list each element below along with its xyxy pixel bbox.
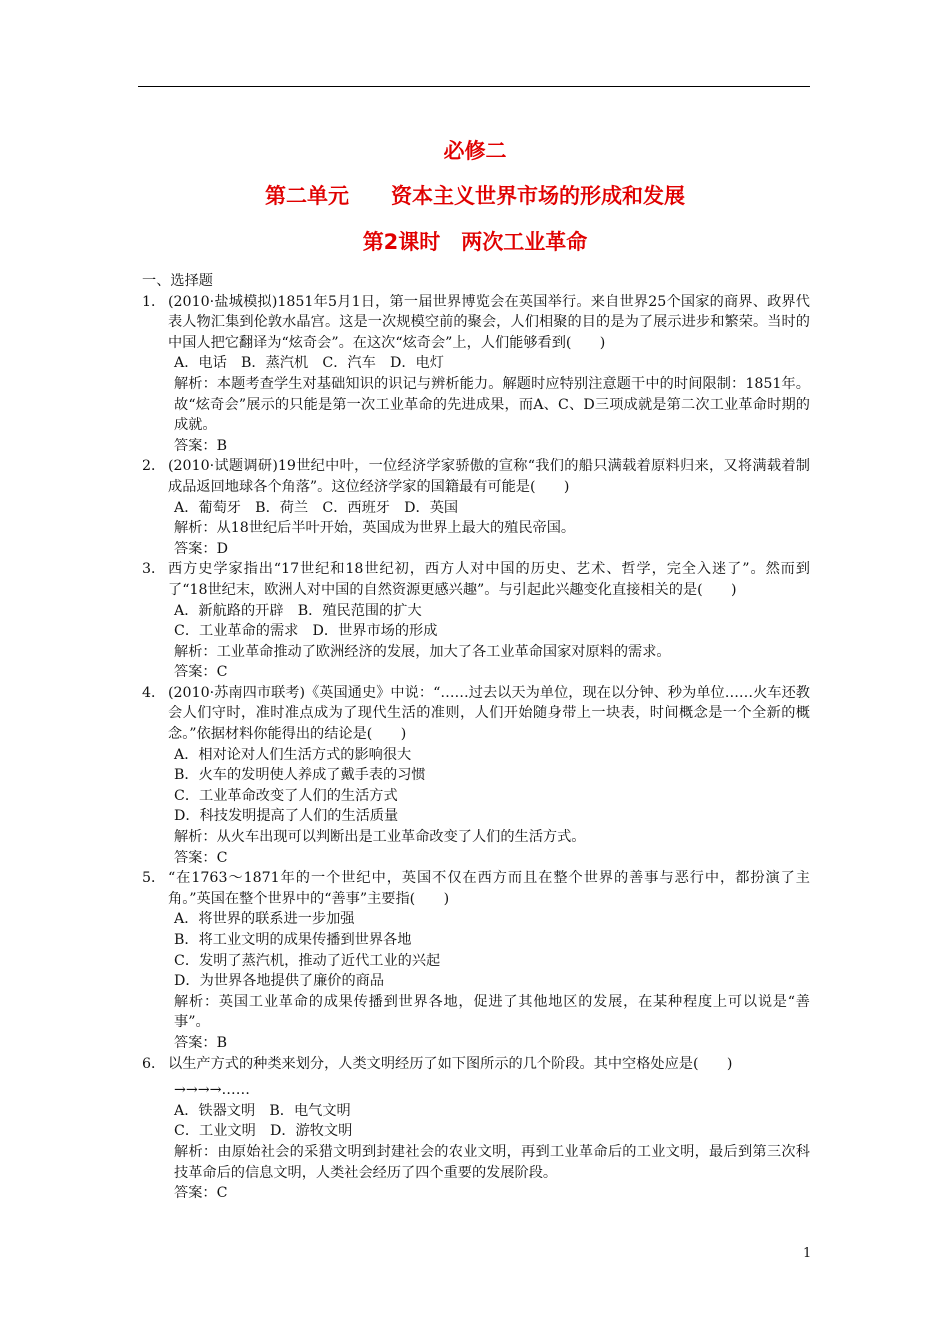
stage-diagram: →→→→…… <box>174 1082 250 1099</box>
question-number: 1． <box>142 293 166 310</box>
question-option-line: A．将世界的联系进一步加强 <box>174 911 355 928</box>
question-1 <box>142 292 810 354</box>
question-2 <box>142 456 810 497</box>
question-option-line: B．火车的发明使人养成了戴手表的习惯 <box>174 767 426 784</box>
question-options: A．葡萄牙 B．荷兰 C．西班牙 D．英国 <box>174 499 459 516</box>
question-option-line: C．工业革命的需求 D．世界市场的形成 <box>174 623 438 640</box>
page-number: 1 <box>803 1246 812 1261</box>
question-content <box>142 271 810 1204</box>
question-stem: (2010·试题调研)19世纪中叶，一位经济学家骄傲的宣称“我们的船只满载着原料归来，又将满载着制成品返回地球各个角落”。这位经济学家的国籍最有可能是( ) <box>168 458 810 495</box>
question-option-line: A．相对论对人们生活方式的影响很大 <box>174 746 412 763</box>
question-number: 6． <box>142 1055 166 1072</box>
question-stem: 西方史学家指出“17世纪和18世纪初，西方人对中国的历史、艺术、哲学，完全入迷了”。然而到了“18世纪末，欧洲人对中国的自然资源更感兴趣”。与引起此兴趣变化直接相关的是( ) <box>168 561 810 598</box>
section-heading: 一、选择题 <box>142 273 213 289</box>
question-answer: 答案：B <box>174 437 227 454</box>
question-option-line: D．科技发明提高了人们的生活质量 <box>174 808 399 825</box>
question-6 <box>142 1054 810 1075</box>
question-option-line: C．工业革命改变了人们的生活方式 <box>174 787 398 804</box>
question-4 <box>142 683 810 745</box>
question-stem: “在1763～1871年的一个世纪中，英国不仅在西方而且在整个世界的善事与恶行中，都扮演了主角。”英国在整个世界中的“善事”主要指( ) <box>168 870 810 907</box>
question-analysis: 解析：由原始社会的采猎文明到封建社会的农业文明，再到工业革命后的工业文明，最后到第三次科技革命后的信息文明，人类社会经历了四个重要的发展阶段。 <box>174 1143 810 1181</box>
question-3 <box>142 559 810 600</box>
question-option-line: D．为世界各地提供了廉价的商品 <box>174 973 385 990</box>
question-analysis: 解析：从火车出现可以判断出是工业革命改变了人们的生活方式。 <box>174 829 586 846</box>
question-options: A．电话 B．蒸汽机 C．汽车 D．电灯 <box>174 355 444 372</box>
question-answer: 答案：D <box>174 540 228 557</box>
question-option-line: A．铁器文明 B．电气文明 <box>174 1102 351 1119</box>
question-number: 4． <box>142 684 166 701</box>
question-number: 5． <box>142 870 166 887</box>
question-answer: 答案：C <box>174 664 228 681</box>
question-analysis: 解析：工业革命推动了欧洲经济的发展，加大了各工业革命国家对原料的需求。 <box>174 643 671 660</box>
question-answer: 答案：C <box>174 1185 228 1202</box>
question-analysis: 解析：英国工业革命的成果传播到世界各地，促进了其他地区的发展，在某种程度上可以说是“善事”。 <box>174 993 810 1031</box>
question-stem: (2010·盐城模拟)1851年5月1日，第一届世界博览会在英国举行。来自世界25个国家的商界、政界代表人物汇集到伦敦水晶宫。这是一次规模空前的聚会，人们相聚的目的是为了展示进步和繁荣。当时的中国人把它翻译为“炫奇会”。在这次“炫奇会”上，人们能够看到( ) <box>168 293 810 351</box>
question-number: 3． <box>142 561 166 578</box>
question-option-line: B．将工业文明的成果传播到世界各地 <box>174 932 412 948</box>
question-stem: (2010·苏南四市联考)《英国通史》中说：“……过去以天为单位，现在以分钟、秒为单位……火车还教会人们守时，准时准点成为了现代生活的准则，人们开始随身带上一块表，时间概念是一个全新的概念。”依据材料你能得出的结论是( ) <box>168 684 810 743</box>
question-answer: 答案：C <box>174 849 228 866</box>
question-5 <box>142 868 810 909</box>
title-book: 必修二 <box>443 139 507 163</box>
question-option-line: A．新航路的开辟 B．殖民范围的扩大 <box>174 602 422 619</box>
question-number: 2． <box>142 458 166 475</box>
question-option-line: C．发明了蒸汽机，推动了近代工业的兴起 <box>174 952 441 969</box>
question-answer: 答案：B <box>174 1034 227 1051</box>
title-unit: 第二单元 资本主义世界市场的形成和发展 <box>265 184 685 208</box>
question-option-line: C．工业文明 D．游牧文明 <box>174 1123 353 1140</box>
title-lesson: 第2课时 两次工业革命 <box>362 230 588 254</box>
header-rule <box>138 86 810 87</box>
question-stem: 以生产方式的种类来划分，人类文明经历了如下图所示的几个阶段。其中空格处应是( ) <box>168 1055 733 1072</box>
question-analysis: 解析：从18世纪后半叶开始，英国成为世界上最大的殖民帝国。 <box>174 520 576 537</box>
question-analysis: 解析：本题考查学生对基础知识的识记与辨析能力。解题时应特别注意题干中的时间限制：1851年。故“炫奇会”展示的只能是第一次工业革命的先进成果，而A、C、D三项成就是第二次工业革命时期的成就。 <box>174 375 810 434</box>
